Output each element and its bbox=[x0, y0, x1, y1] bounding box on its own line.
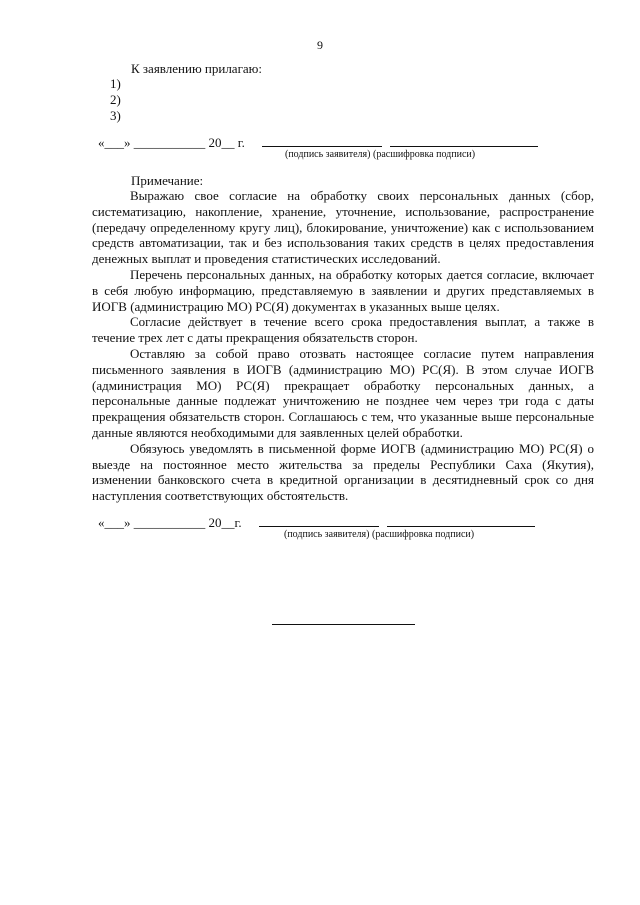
attachments-list bbox=[110, 76, 121, 124]
signature-decode-line bbox=[387, 515, 535, 527]
date-day: «___» bbox=[98, 135, 131, 150]
attachments-heading: К заявлению прилагаю: bbox=[131, 61, 263, 76]
attachment-item-1: 1) bbox=[110, 76, 121, 91]
note-paragraph-4: Оставляю за собой право отозвать настоящее согласие путем направления письменного заявления в ИОГВ (администрацию МО) РС(Я). В этом случае ИОГВ (администрация МО) РС(Я) прекращает обработку персональных данных, а персональные данные подлежат уничтожению не позднее чем через три года с даты прекращения обязательств сторон. Соглашаюсь с тем, что указанные выше персональные данные являются необходимыми для заявленных целей обработки. bbox=[92, 345, 594, 440]
page-number: 9 bbox=[317, 38, 323, 52]
note-heading: Примечание: bbox=[131, 173, 204, 188]
note-paragraph-1: Выражаю свое согласие на обработку своих персональных данных (сбор, систематизацию, накопление, хранение, уточнение, использование, распространение (передачу определенному кругу лиц), блокирование, уничтожение) как с использованием средств автоматизации, так и без использования таких средств в целях предоставления денежных выплат и проведения статистических исследований. bbox=[92, 188, 594, 267]
date-year: 20__ г. bbox=[208, 135, 245, 150]
signature-line bbox=[259, 515, 379, 527]
signature-caption-2 bbox=[284, 529, 474, 540]
date-month: ___________ bbox=[133, 135, 206, 150]
signature-caption-1 bbox=[285, 149, 475, 160]
caption-decode: (расшифровка подписи) bbox=[372, 149, 476, 160]
note-paragraph-5: Обязуюсь уведомлять в письменной форме ИОГВ (администрацию МО) РС(Я) о выезде на постоянное место жительства за пределы Республики Саха (Якутия), изменении банковского счета в кредитной организации в десятидневный срок со дня наступления соответствующих обстоятельств. bbox=[92, 440, 594, 504]
note-paragraph-2: Перечень персональных данных, на обработку которых дается согласие, включает в себя любую информацию, представляемую в заявлении и других представляемых в ИОГВ (администрацию МО) РС(Я) документах в указанных выше целях. bbox=[92, 266, 594, 314]
date-year: 20__г. bbox=[208, 515, 242, 530]
note-paragraph-3: Согласие действует в течение всего срока предоставления выплат, а также в течение трех лет с даты прекращения обязательств сторон. bbox=[92, 314, 594, 346]
caption-decode: (расшифровка подписи) bbox=[371, 529, 475, 540]
signature-line bbox=[262, 135, 382, 147]
attachment-item-3: 3) bbox=[110, 108, 121, 123]
closing-line bbox=[272, 624, 415, 625]
attachment-item-2: 2) bbox=[110, 92, 121, 107]
date-month: ___________ bbox=[133, 515, 206, 530]
caption-signature: (подпись заявителя) bbox=[285, 149, 371, 160]
date-day: «___» bbox=[98, 515, 131, 530]
note-body bbox=[92, 188, 594, 504]
caption-signature: (подпись заявителя) bbox=[284, 529, 370, 540]
signature-decode-line bbox=[390, 135, 538, 147]
